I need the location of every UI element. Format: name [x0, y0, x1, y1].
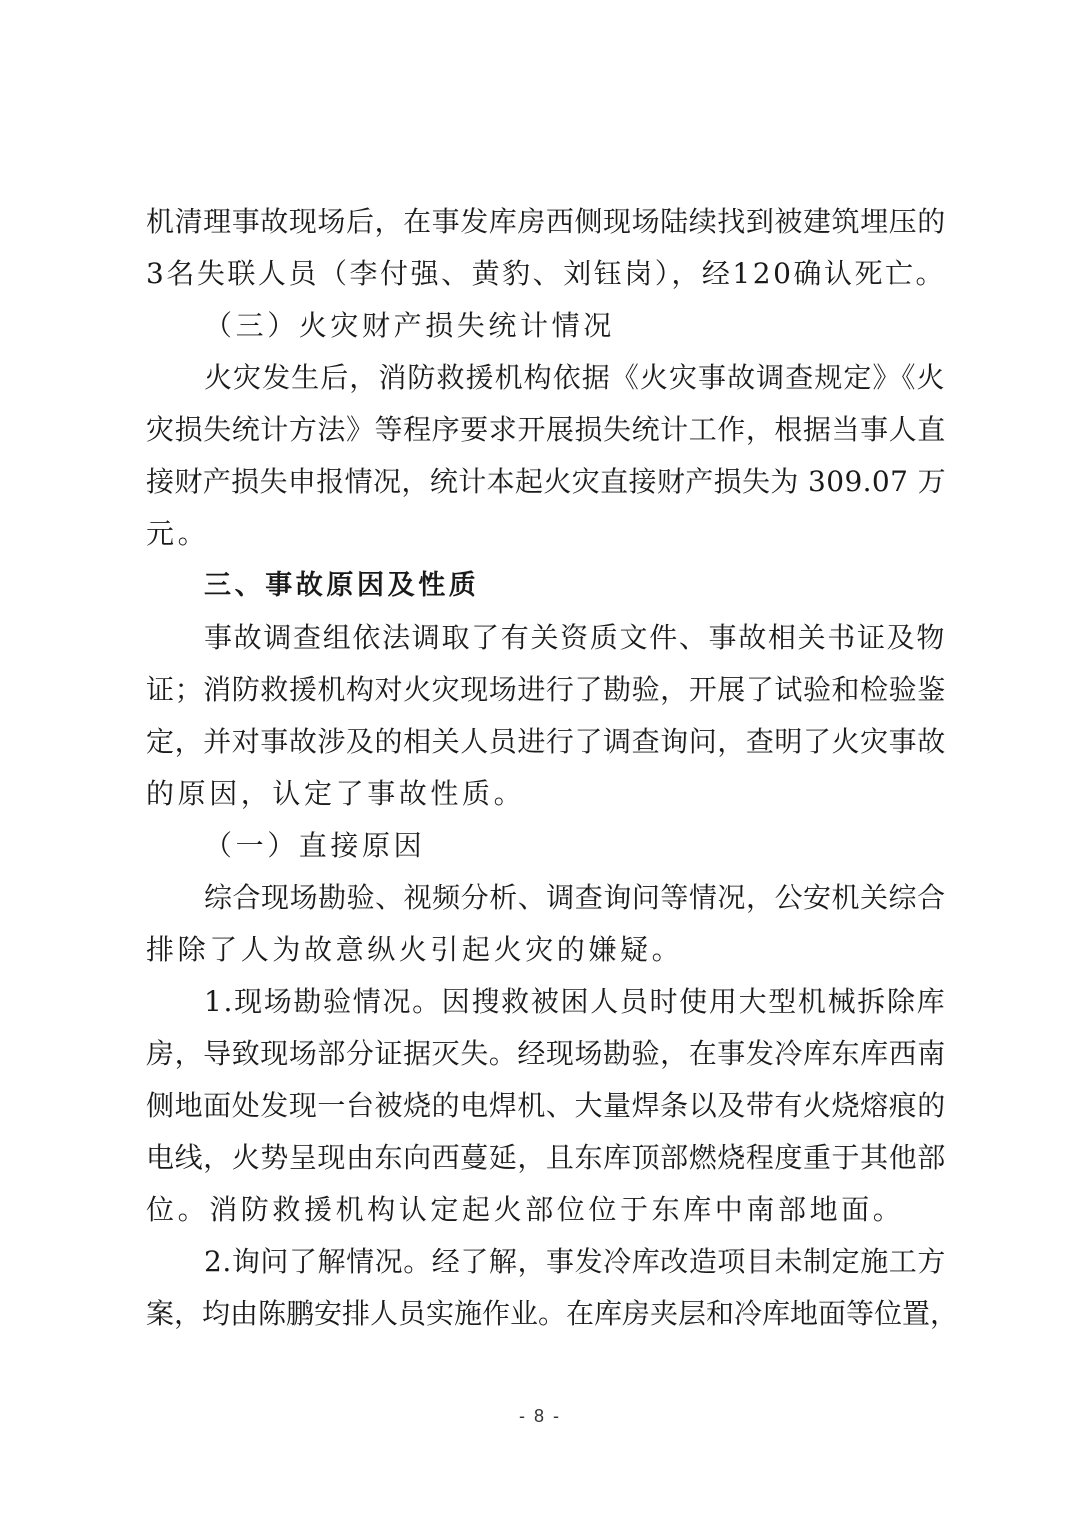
paragraph-line: 证；消防救援机构对火灾现场进行了勘验，开展了试验和检验鉴 — [146, 673, 946, 706]
paragraph-line: 案，均由陈鹏安排人员实施作业。在库房夹层和冷库地面等位置， — [146, 1297, 959, 1330]
paragraph-line: 排除了人为故意纵火引起火灾的嫌疑。 — [146, 933, 684, 966]
paragraph-line: 房，导致现场部分证据灭失。经现场勘验，在事发冷库东库西南 — [146, 1037, 946, 1070]
section-heading: 三、事故原因及性质 — [204, 570, 480, 601]
paragraph-line: 综合现场勘验、视频分析、调查询问等情况，公安机关综合 — [204, 881, 946, 914]
paragraph-line: 位。消防救援机构认定起火部位位于东库中南部地面。 — [146, 1193, 905, 1226]
page-number: - 8 - — [518, 1406, 561, 1426]
paragraph-line: 2.询问了解情况。经了解，事发冷库改造项目未制定施工方 — [204, 1245, 946, 1278]
paragraph-line: 侧地面处发现一台被烧的电焊机、大量焊条以及带有火烧熔痕的 — [146, 1089, 946, 1122]
paragraph-line: 3名失联人员（李付强、黄豹、刘钰岗），经120确认死亡。 — [146, 257, 947, 290]
paragraph-line: 定，并对事故涉及的相关人员进行了调查询问，查明了火灾事故 — [146, 725, 946, 758]
paragraph-line: 火灾发生后，消防救援机构依据《火灾事故调查规定》《火 — [204, 361, 946, 394]
paragraph-line: 的原因，认定了事故性质。 — [146, 777, 526, 810]
paragraph-line: 机清理事故现场后，在事发库房西侧现场陆续找到被建筑埋压的 — [146, 205, 946, 238]
paragraph-line: 元。 — [146, 517, 210, 550]
subsection-heading: （一）直接原因 — [204, 829, 426, 862]
paragraph-line: 事故调查组依法调取了有关资质文件、事故相关书证及物 — [204, 621, 947, 654]
paragraph-line: 灾损失统计方法》等程序要求开展损失统计工作，根据当事人直 — [146, 413, 946, 446]
paragraph-line: 1.现场勘验情况。因搜救被困人员时使用大型机械拆除库 — [204, 985, 947, 1018]
paragraph-line: 电线，火势呈现由东向西蔓延，且东库顶部燃烧程度重于其他部 — [146, 1141, 946, 1174]
body-text — [146, 196, 959, 1340]
subsection-heading: （三）火灾财产损失统计情况 — [204, 309, 615, 342]
paragraph-line: 接财产损失申报情况，统计本起火灾直接财产损失为 309.07 万 — [146, 465, 946, 498]
